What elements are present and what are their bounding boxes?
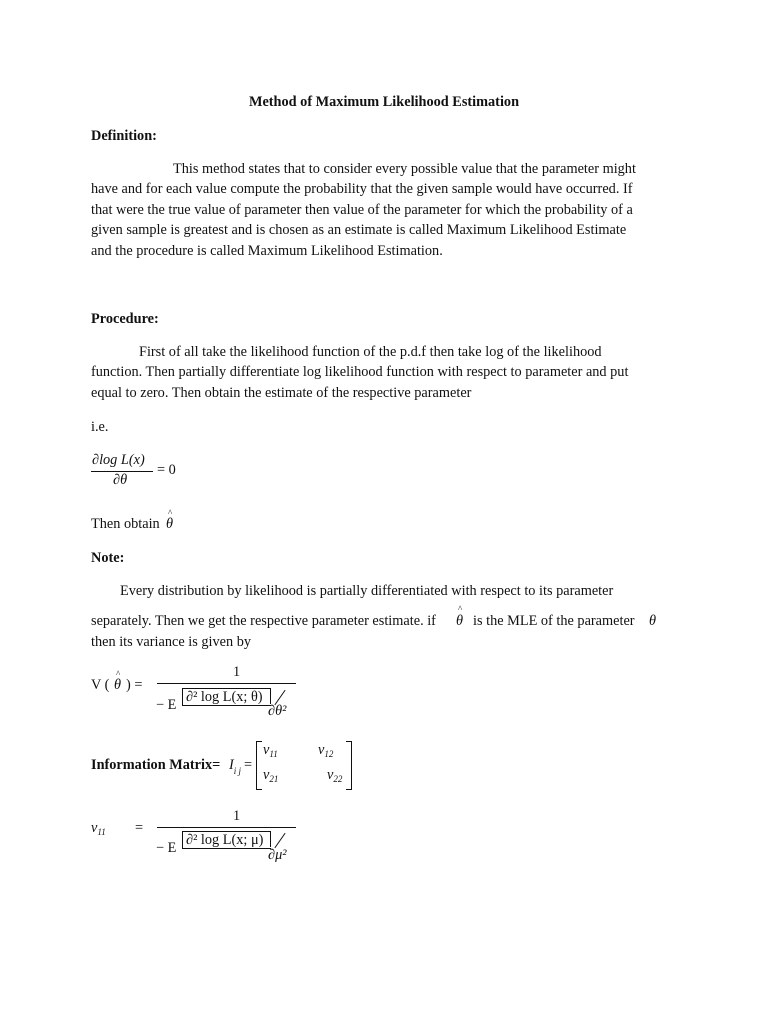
page-title: Method of Maximum Likelihood Estimation [248, 94, 520, 110]
then-obtain-text: Then obtain [91, 516, 160, 532]
procedure-line-2: function. Then partially differentiate log likelihood function with respect to parameter and put [91, 364, 629, 380]
ie-label: i.e. [91, 419, 109, 435]
definition-line-4: given sample is greatest and is chosen as an estimate is called Maximum Likelihood Estimate [91, 222, 627, 238]
variance-fraction-bar [157, 683, 296, 684]
v11-den-expectation: − E [156, 840, 177, 856]
procedure-line-1: First of all take the likelihood function of the p.d.f then take log of the likelihood [139, 344, 602, 360]
v11-den-partial: ∂μ² [268, 847, 287, 863]
variance-den-expectation: − E [156, 697, 177, 713]
v11-den-body: ∂² log L(x; μ) [186, 832, 264, 848]
variance-den-body: ∂² log L(x; θ) [186, 689, 263, 705]
definition-line-3: that were the true value of parameter then value of the parameter for which the probability of a [91, 202, 633, 218]
matrix-left-bracket [256, 741, 262, 790]
derivative-denominator: ∂θ [113, 472, 128, 488]
note-heading: Note: [91, 550, 125, 566]
v11-lhs: $v_{11}$ [91, 820, 106, 837]
theta-symbol: θ [649, 613, 657, 629]
definition-line-1: This method states that to consider every possible value that the parameter might [173, 161, 636, 177]
note-line-3: then its variance is given by [91, 634, 252, 650]
matrix-v22: $v_{22}$ [327, 767, 343, 784]
theta-hat-symbol: θ [456, 613, 464, 629]
information-matrix-label: Information Matrix= [91, 757, 221, 773]
variance-den-partial: ∂θ² [268, 703, 287, 719]
v11-numerator: 1 [233, 808, 241, 824]
matrix-right-bracket [346, 741, 352, 790]
v11-fraction-bar [157, 827, 296, 828]
matrix-v12: $v_{12}$ [318, 742, 334, 759]
v11-equals: = [135, 820, 144, 836]
matrix-equals: = [244, 757, 253, 773]
note-line-1: Every distribution by likelihood is partially differentiated with respect to its parameter [120, 583, 614, 599]
right-bracket [270, 831, 271, 847]
matrix-v21: $v_{21}$ [263, 767, 279, 784]
matrix-v11: $v_{11}$ [263, 742, 278, 759]
right-bracket [270, 688, 271, 704]
definition-line-2: have and for each value compute the probability that the given sample would have occurred. If [91, 181, 633, 197]
theta-hat-symbol: θ [114, 677, 122, 693]
procedure-line-3: equal to zero. Then obtain the estimate of the respective parameter [91, 385, 472, 401]
definition-heading: Definition: [91, 128, 157, 144]
variance-lhs-close: ) = [126, 677, 143, 693]
derivative-rhs: = 0 [157, 462, 176, 478]
variance-numerator: 1 [233, 664, 241, 680]
derivative-numerator: ∂log L(x) [92, 452, 145, 468]
slash [274, 833, 285, 848]
procedure-heading: Procedure: [91, 311, 159, 327]
theta-hat-symbol: θ [166, 516, 174, 532]
hat-mark: ^ [458, 604, 463, 614]
variance-lhs-open: V ( [91, 677, 110, 693]
note-line-2b: is the MLE of the parameter [473, 613, 635, 629]
hat-mark: ^ [116, 669, 121, 679]
hat-mark: ^ [168, 508, 173, 518]
definition-line-5: and the procedure is called Maximum Likelihood Estimation. [91, 243, 443, 259]
matrix-symbol: $I_{i j}$ [229, 757, 242, 776]
note-line-2a: separately. Then we get the respective parameter estimate. if [91, 613, 436, 629]
